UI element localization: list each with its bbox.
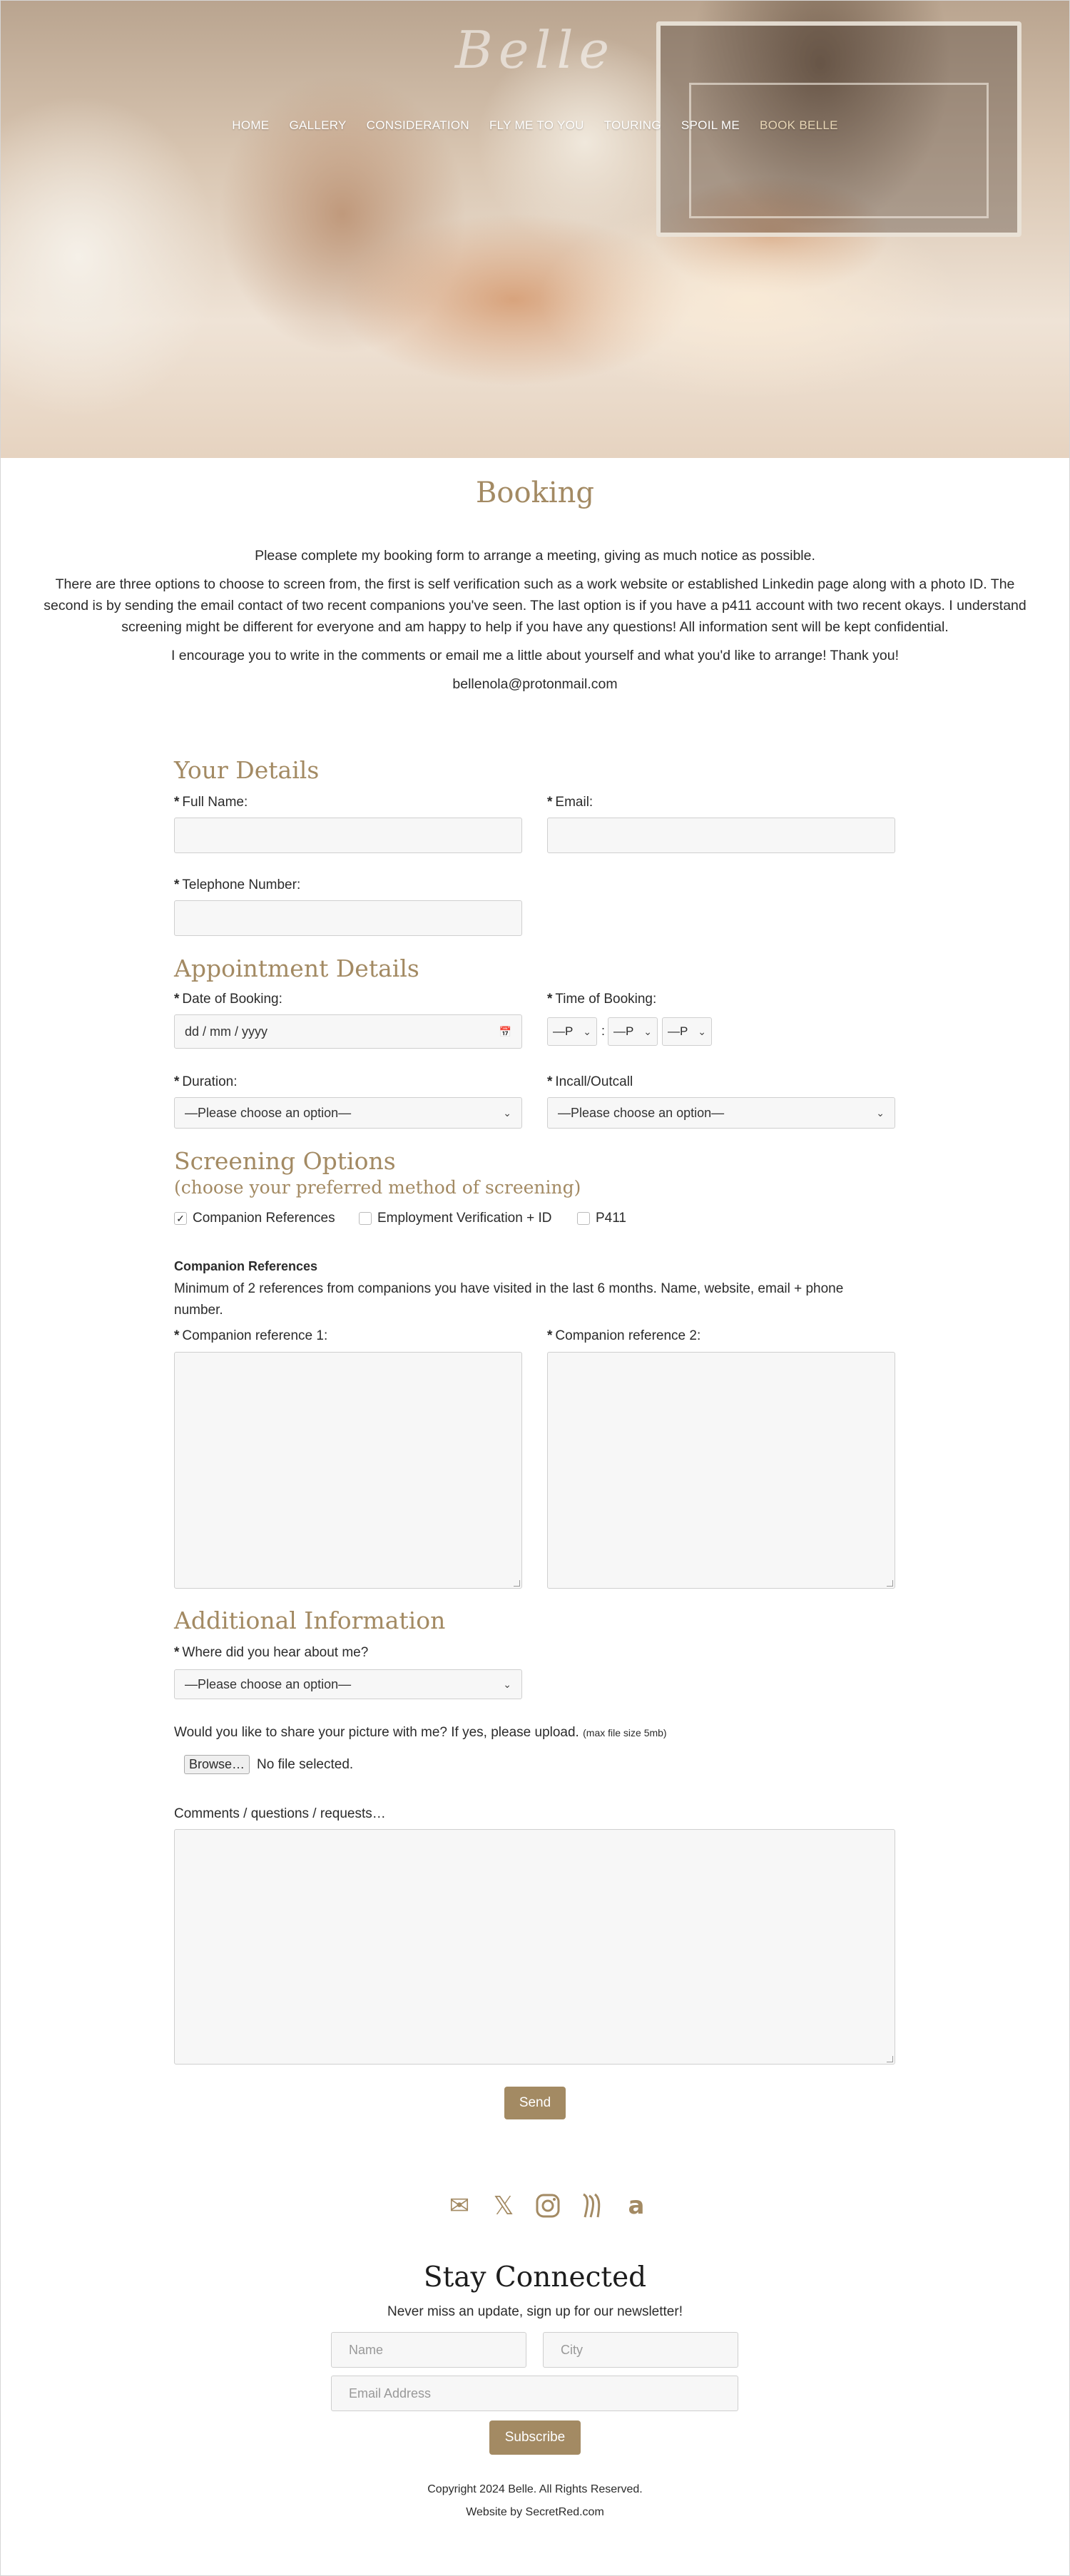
- time-minute-select[interactable]: —P ⌄: [608, 1017, 658, 1046]
- time-hour-select[interactable]: —P ⌄: [547, 1017, 597, 1046]
- chevron-down-icon: ⌄: [643, 1025, 652, 1037]
- date-label: * Date of Booking:: [174, 992, 282, 1007]
- stay-connected-heading: Stay Connected: [423, 2261, 647, 2294]
- comments-textarea[interactable]: [174, 1829, 895, 2065]
- nav-touring[interactable]: TOURING: [603, 118, 661, 132]
- companion-references-title: Companion References: [174, 1259, 318, 1273]
- checkbox-box[interactable]: [577, 1212, 590, 1225]
- companion-references-description: Minimum of 2 references from companions you have visited in the last 6 months. Name, website, email + phone number.: [174, 1281, 844, 1318]
- your-details-heading: Your Details: [174, 756, 320, 784]
- email-input[interactable]: [547, 818, 895, 853]
- checkbox-companion-references[interactable]: ✓ Companion References: [174, 1211, 335, 1226]
- companion-reference-2-textarea[interactable]: [547, 1352, 895, 1589]
- hero-banner: [0, 0, 1070, 458]
- newsletter-name-input[interactable]: Name: [331, 2332, 526, 2368]
- nav-fly-me-to-you[interactable]: FLY ME TO YOU: [489, 118, 584, 132]
- chevron-down-icon: ⌄: [698, 1025, 706, 1037]
- chevron-down-icon: ⌄: [503, 1106, 511, 1119]
- date-input[interactable]: [174, 1014, 522, 1049]
- website-credit[interactable]: Website by SecretRed.com: [466, 2506, 604, 2518]
- no-file-text: No file selected.: [257, 1757, 354, 1772]
- main-nav: [0, 118, 1070, 133]
- companion-reference-1-label: * Companion reference 1:: [174, 1328, 328, 1343]
- companion-reference-1-textarea[interactable]: [174, 1352, 522, 1589]
- nav-spoil-me[interactable]: SPOIL ME: [681, 118, 740, 132]
- browse-button[interactable]: Browse…: [184, 1755, 250, 1774]
- time-colon: :: [601, 1024, 606, 1038]
- additional-information-heading: Additional Information: [174, 1607, 446, 1634]
- hear-about-select[interactable]: —Please choose an option— ⌄: [174, 1669, 522, 1699]
- upload-note: (max file size 5mb): [583, 1727, 667, 1738]
- time-ampm-select[interactable]: —P ⌄: [662, 1017, 712, 1046]
- comments-label: Comments / questions / requests…: [174, 1806, 386, 1821]
- amazon-icon[interactable]: a: [628, 2191, 645, 2220]
- chevron-down-icon: ⌄: [503, 1678, 511, 1690]
- email-label: * Email:: [547, 795, 593, 810]
- date-placeholder: dd / mm / yyyy: [185, 1024, 268, 1039]
- checkbox-employment-verification[interactable]: Employment Verification + ID: [359, 1211, 551, 1226]
- screening-options-heading: Screening Options: [174, 1147, 396, 1175]
- appointment-details-heading: Appointment Details: [174, 954, 419, 982]
- telephone-input[interactable]: [174, 900, 522, 936]
- intro-text: [43, 545, 1027, 702]
- checkbox-p411[interactable]: P411: [577, 1211, 626, 1226]
- nav-book-belle[interactable]: BOOK BELLE: [759, 118, 838, 132]
- x-twitter-icon[interactable]: 𝕏: [493, 2191, 514, 2221]
- nav-gallery[interactable]: GALLERY: [289, 118, 347, 132]
- calendar-icon[interactable]: 📅: [499, 1025, 511, 1037]
- check-icon[interactable]: ✓: [174, 1212, 187, 1225]
- duration-label: * Duration:: [174, 1074, 238, 1089]
- full-name-label: * Full Name:: [174, 795, 248, 810]
- send-button[interactable]: Send: [504, 2087, 566, 2119]
- time-label: * Time of Booking:: [547, 992, 657, 1007]
- contact-email[interactable]: bellenola@protonmail.com: [452, 676, 618, 692]
- subscribe-button[interactable]: Subscribe: [489, 2420, 581, 2455]
- screening-subheading: (choose your preferred method of screening): [174, 1177, 581, 1198]
- social-links: [445, 2191, 651, 2220]
- chevron-down-icon: ⌄: [583, 1025, 591, 1037]
- incall-outcall-label: * Incall/Outcall: [547, 1074, 633, 1089]
- chevron-down-icon: ⌄: [876, 1106, 885, 1119]
- newsletter-city-input[interactable]: City: [543, 2332, 738, 2368]
- incall-outcall-select[interactable]: —Please choose an option— ⌄: [547, 1097, 895, 1129]
- nav-home[interactable]: HOME: [232, 118, 270, 132]
- nav-consideration[interactable]: CONSIDERATION: [366, 118, 469, 132]
- page-title: Booking: [476, 477, 594, 509]
- hear-about-label: * Where did you hear about me?: [174, 1645, 369, 1660]
- site-logo[interactable]: Belle: [454, 20, 616, 80]
- telephone-label: * Telephone Number:: [174, 877, 301, 892]
- tryst-icon[interactable]: [578, 2191, 606, 2220]
- duration-select[interactable]: —Please choose an option— ⌄: [174, 1097, 522, 1129]
- newsletter-tagline: Never miss an update, sign up for our newsletter!: [387, 2304, 683, 2319]
- email-icon[interactable]: ✉: [449, 2192, 470, 2219]
- companion-reference-2-label: * Companion reference 2:: [547, 1328, 701, 1343]
- upload-label: Would you like to share your picture with me? If yes, please upload. (max file size 5mb): [174, 1725, 667, 1740]
- full-name-input[interactable]: [174, 818, 522, 853]
- intro-paragraph-1: Please complete my booking form to arrange a meeting, giving as much notice as possible.: [255, 548, 815, 564]
- intro-paragraph-3: I encourage you to write in the comments or email me a little about yourself and what you'd like to arrange! Thank you!: [170, 648, 900, 663]
- instagram-icon[interactable]: [534, 2191, 562, 2220]
- copyright: Copyright 2024 Belle. All Rights Reserved.: [427, 2483, 643, 2495]
- newsletter-email-input[interactable]: Email Address: [331, 2376, 738, 2411]
- intro-paragraph-2: There are three options to choose to screen from, the first is self verification such as a work website or established Linkedin page along with a photo ID. The second is by sending the email contact of two recent companions you've seen. The last option is if you have a p411 account with two recent okays. I understand screening might be different for everyone and am happy to help if you have any questions! All information sent will be kept confidential.: [44, 576, 1026, 635]
- checkbox-box[interactable]: [359, 1212, 372, 1225]
